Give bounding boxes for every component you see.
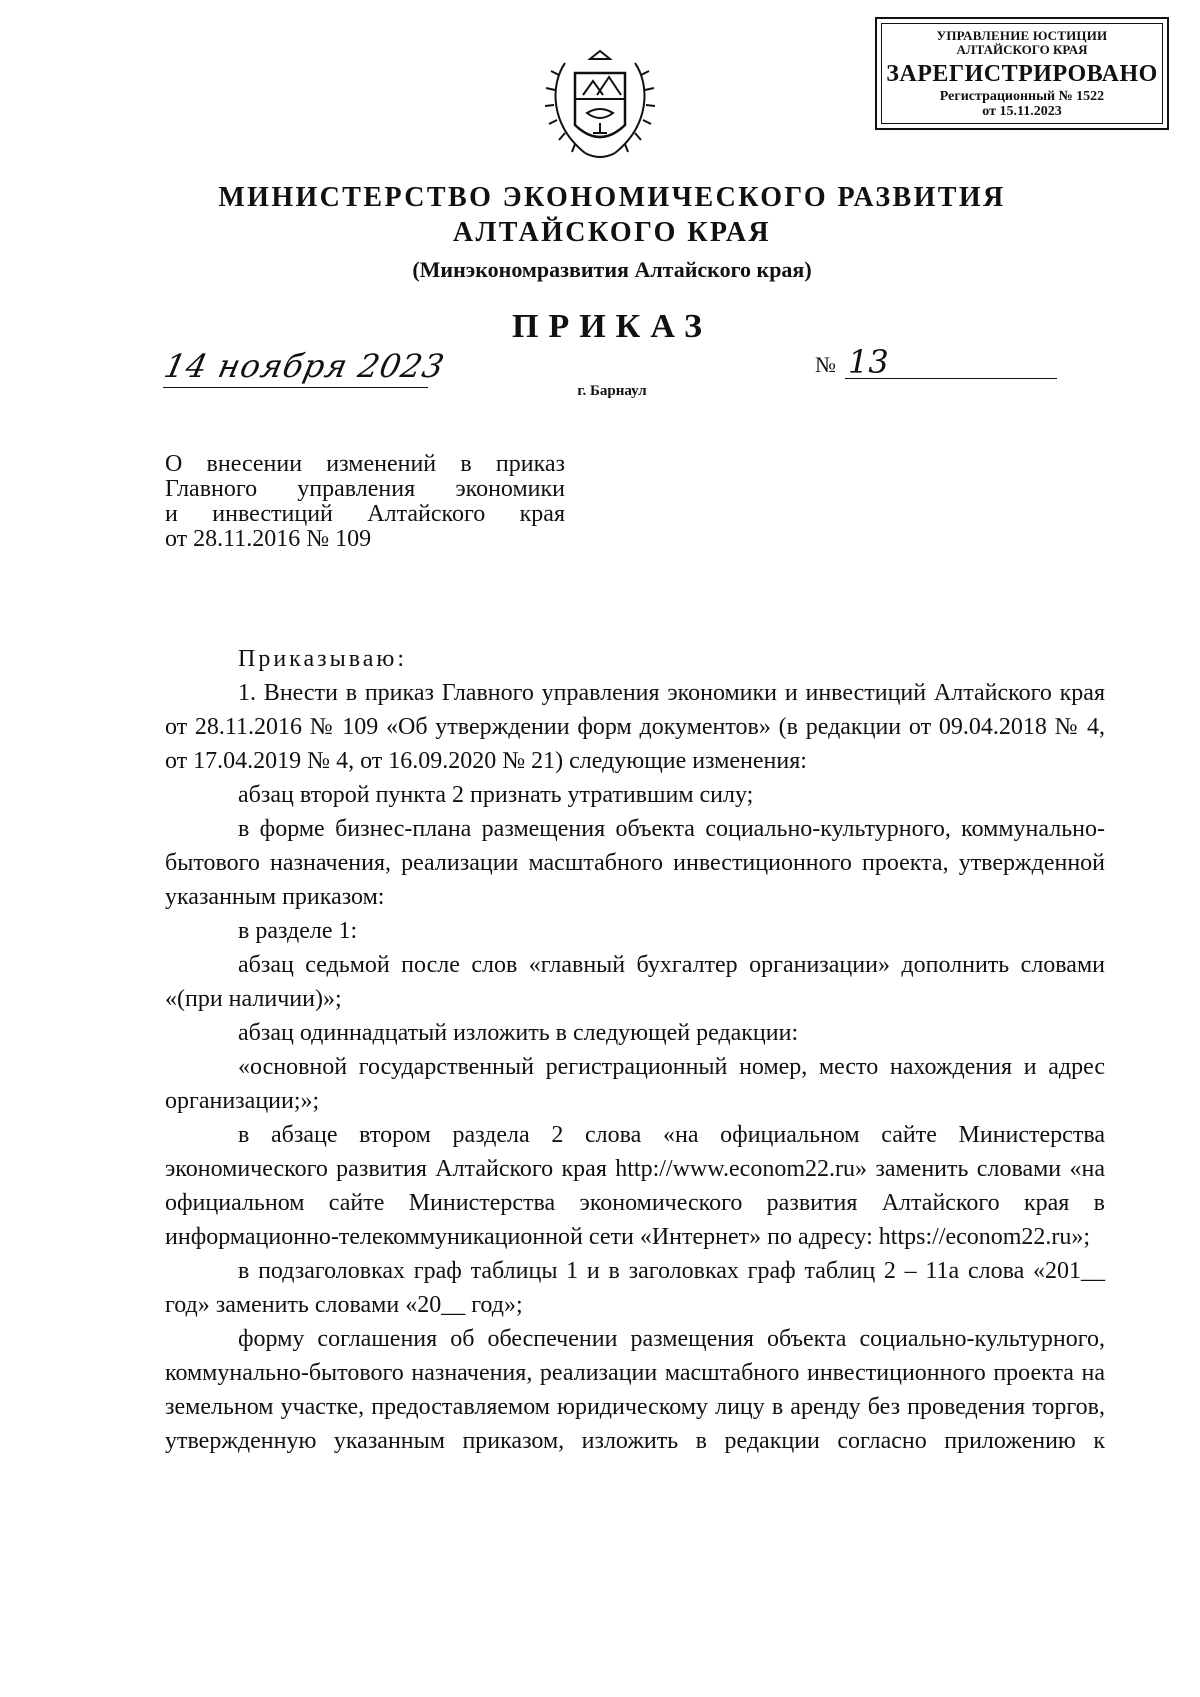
- ministry-name-line2: АЛТАЙСКОГО КРАЯ: [452, 217, 772, 248]
- handwritten-number: 13: [848, 343, 889, 381]
- order-body: [165, 642, 1105, 1458]
- coat-of-arms-icon: [545, 45, 655, 165]
- ministry-short-name: (Минэкономразвития Алтайского края): [412, 257, 812, 282]
- body-paragraph: в подзаголовках граф таблицы 1 и в заголовках граф таблиц 2 – 11а слова «201__ год» заменить словами «20__ год»;: [165, 1258, 1105, 1318]
- subject-line: от 28.11.2016 № 109: [165, 526, 372, 552]
- subject-line: и инвестиций Алтайского края: [165, 501, 565, 527]
- order-word: Приказываю:: [238, 646, 407, 672]
- subject-line: О внесении изменений в приказ: [165, 451, 565, 477]
- stamp-reg-date: от 15.11.2023: [982, 104, 1062, 119]
- ministry-name-line1: МИНИСТЕРСТВО ЭКОНОМИЧЕСКОГО РАЗВИТИЯ: [218, 182, 1006, 213]
- number-label: №: [815, 352, 836, 377]
- body-paragraph: «основной государственный регистрационный номер, место нахождения и адрес организации;»;: [165, 1054, 1105, 1114]
- stamp-region: АЛТАЙСКОГО КРАЯ: [956, 42, 1088, 57]
- number-underline: [845, 378, 1057, 379]
- subject-line: Главного управления экономики: [165, 476, 565, 502]
- body-paragraph: абзац второй пункта 2 признать утратившим силу;: [238, 782, 754, 808]
- stamp-status: ЗАРЕГИСТРИРОВАНО: [886, 61, 1158, 87]
- document-type-title: ПРИКАЗ: [512, 308, 712, 345]
- registration-stamp: [875, 17, 1169, 130]
- body-paragraph: в разделе 1:: [238, 918, 358, 944]
- body-paragraph: в форме бизнес-плана размещения объекта социально-культурного, коммунально-бытового назначения, реализации масштабного инвестиционного проекта, утвержденной указанным приказом:: [165, 816, 1105, 910]
- body-paragraph: форму соглашения об обеспечении размещения объекта социально-культурного, коммунально-бытового назначения, реализации масштабного инвестиционного проекта на земельном участке, предоставляемом юридическому лицу в аренду без проведения торгов, утвержденную указанным приказом, изложить в редакции согласно приложению к: [165, 1326, 1105, 1454]
- body-paragraph: в абзаце втором раздела 2 слова «на официальном сайте Министерства экономического развития Алтайского края http://www.econom22.ru» заменить словами «на официальном сайте Министерства экономического развития Алтайского края в информационно-телекоммуникационной сети «Интернет» по адресу: https://econom22.ru»;: [165, 1122, 1105, 1250]
- stamp-authority: УПРАВЛЕНИЕ ЮСТИЦИИ: [936, 28, 1108, 43]
- body-paragraph: абзац одиннадцатый изложить в следующей редакции:: [238, 1020, 799, 1046]
- handwritten-date: 14 ноября 2023: [160, 347, 449, 385]
- city-label: г. Барнаул: [577, 383, 647, 399]
- body-paragraph: 1. Внести в приказ Главного управления экономики и инвестиций Алтайского края от 28.11.2016 № 109 «Об утверждении форм документов» (в редакции от 09.04.2018 № 4, от 17.04.2019 № 4, от 16.09.2020 № 21) следующие изменения:: [165, 680, 1105, 774]
- stamp-reg-number: Регистрационный № 1522: [939, 89, 1105, 104]
- order-subject: [165, 452, 565, 552]
- body-paragraph: абзац седьмой после слов «главный бухгалтер организации» дополнить словами «(при наличии)»;: [165, 952, 1105, 1012]
